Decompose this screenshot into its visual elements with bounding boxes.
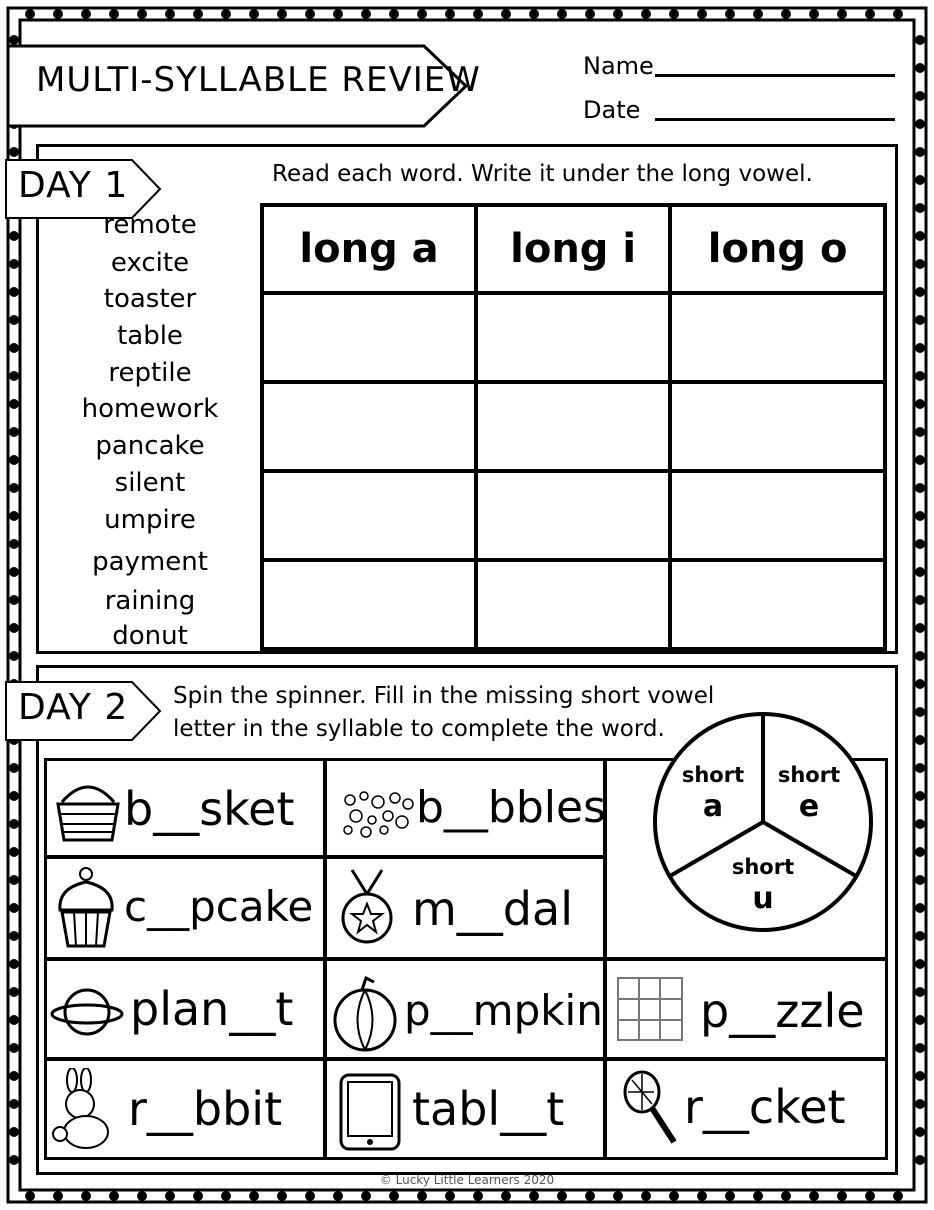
- day2-instructions-line2: letter in the syllable to complete the word.: [173, 716, 665, 742]
- word-bank-item: donut: [112, 621, 188, 651]
- answer-cell[interactable]: [262, 382, 476, 471]
- date-field[interactable]: [655, 118, 895, 121]
- cupcake-icon: [54, 866, 118, 950]
- name-field[interactable]: [655, 74, 895, 77]
- tablet-icon: [338, 1072, 402, 1152]
- word-bank-item: payment: [92, 547, 208, 577]
- answer-cell[interactable]: [262, 471, 476, 560]
- word-bubbles: b__bbles: [416, 782, 607, 833]
- spinner-label-e: short: [777, 763, 841, 787]
- answer-cell[interactable]: [670, 560, 885, 649]
- answer-cell[interactable]: [262, 293, 476, 382]
- answer-cell[interactable]: [670, 382, 885, 471]
- date-label: Date: [583, 96, 641, 124]
- answer-cell[interactable]: [670, 293, 885, 382]
- word-medal: m__dal: [412, 882, 573, 936]
- answer-cell[interactable]: [476, 471, 670, 560]
- word-bank-item: remote: [103, 210, 197, 240]
- word-bank-item: excite: [110, 248, 190, 278]
- day1-instructions: Read each word. Write it under the long vowel.: [272, 161, 813, 187]
- rabbit-icon: [50, 1068, 116, 1150]
- long-vowel-sort-table: [260, 203, 887, 651]
- column-header-long-a: long a: [262, 205, 476, 293]
- answer-cell[interactable]: [262, 560, 476, 649]
- answer-cell[interactable]: [670, 471, 885, 560]
- answer-cell[interactable]: [476, 382, 670, 471]
- puzzle-icon: [616, 976, 684, 1042]
- word-bank-item: toaster: [103, 284, 197, 314]
- word-cupcake: c__pcake: [124, 882, 314, 931]
- pumpkin-icon: [332, 976, 398, 1052]
- day2-tag-label: DAY 2: [18, 687, 129, 728]
- planet-icon: [50, 984, 124, 1040]
- word-bank-item: raining: [104, 586, 196, 616]
- bubbles-icon: [340, 790, 416, 838]
- word-bank-item: reptile: [108, 358, 192, 388]
- day2-instructions-line1: Spin the spinner. Fill in the missing short vowel: [173, 683, 715, 709]
- copyright-footer: © Lucky Little Learners 2020: [379, 1173, 555, 1187]
- basket-icon: [52, 778, 124, 844]
- word-rabbit: r__bbit: [128, 1082, 283, 1136]
- spinner-vowel-a: a: [702, 789, 724, 824]
- word-bank-item: table: [117, 321, 183, 351]
- word-bank-item: silent: [114, 468, 186, 498]
- vowel-spinner[interactable]: [650, 710, 876, 934]
- column-header-long-o: long o: [670, 205, 885, 293]
- word-planet: plan__t: [130, 982, 294, 1036]
- word-basket: b__sket: [124, 782, 295, 836]
- medal-icon: [338, 868, 396, 948]
- word-bank-item: homework: [81, 394, 219, 424]
- racket-icon: [620, 1070, 680, 1148]
- answer-cell[interactable]: [476, 560, 670, 649]
- answer-cell[interactable]: [476, 293, 670, 382]
- word-bank-item: umpire: [104, 505, 196, 535]
- day1-tag-label: DAY 1: [18, 165, 129, 206]
- word-bank-item: pancake: [95, 431, 205, 461]
- spinner-vowel-u: u: [752, 881, 774, 916]
- spinner-label-a: short: [681, 763, 745, 787]
- column-header-long-i: long i: [476, 205, 670, 293]
- worksheet-title: MULTI-SYLLABLE REVIEW: [36, 60, 481, 100]
- name-label: Name: [583, 52, 654, 80]
- word-racket: r__cket: [684, 1080, 846, 1134]
- word-pumpkin: p__mpkin: [404, 986, 603, 1035]
- spinner-label-u: short: [731, 855, 795, 879]
- word-tablet: tabl__t: [412, 1082, 565, 1136]
- spinner-vowel-e: e: [798, 789, 820, 824]
- word-puzzle: p__zzle: [700, 984, 865, 1038]
